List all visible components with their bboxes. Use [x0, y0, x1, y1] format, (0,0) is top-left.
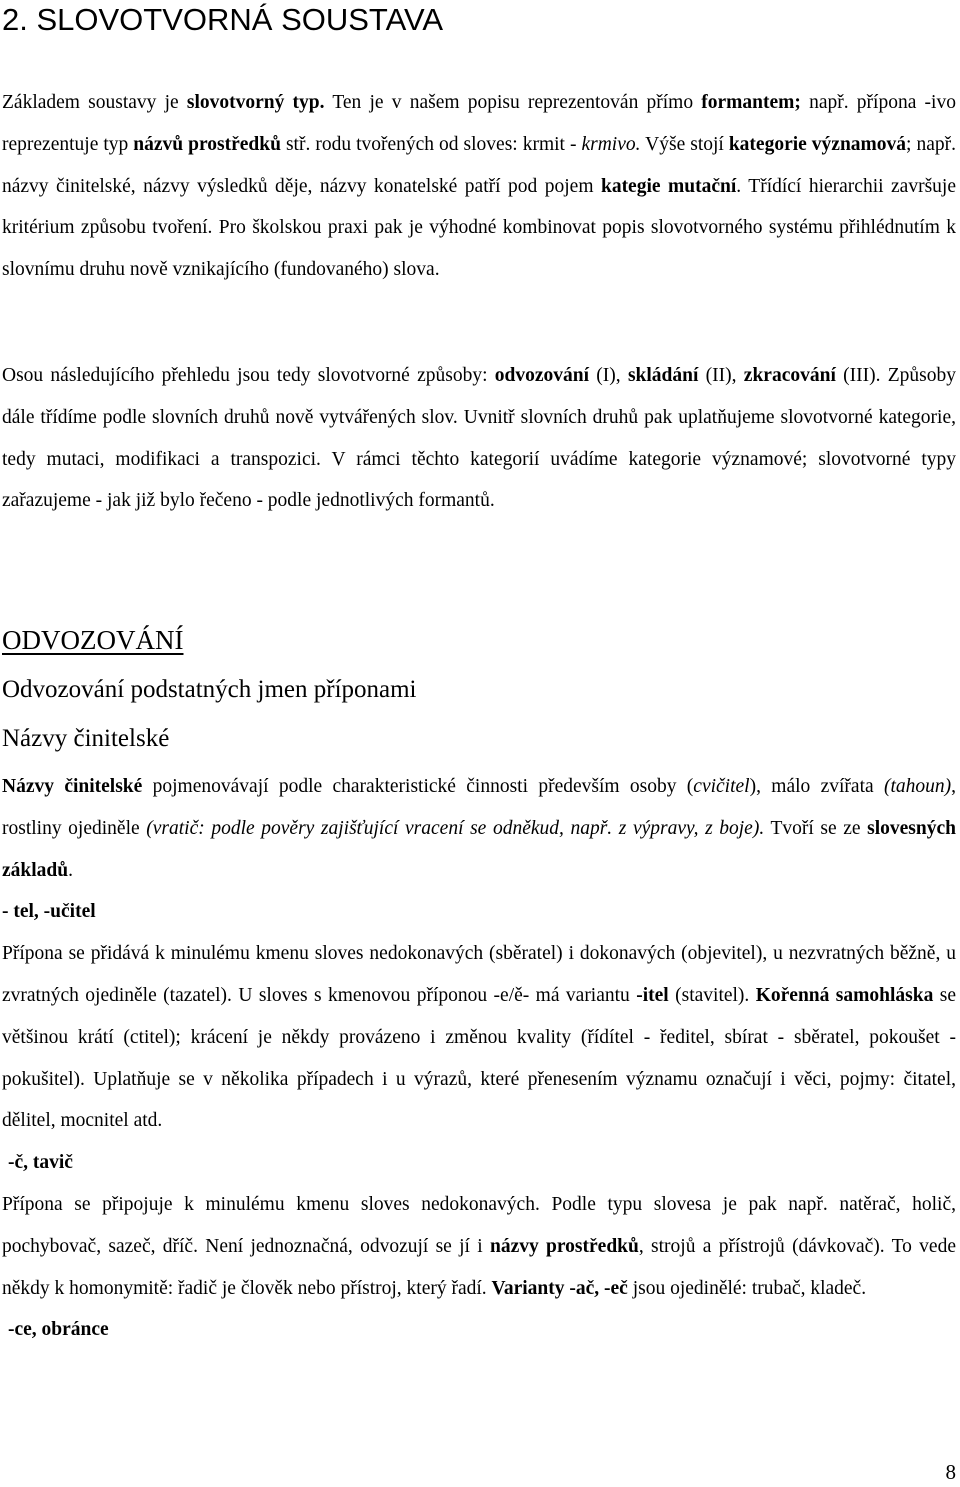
term-nazvy-prostredku: názvů prostředků	[133, 133, 281, 155]
cinitelske-text: Tvoří se ze	[764, 817, 868, 839]
intro-text: . Třídící hierarchii završuje kritérium způsobu tvoření. Pro školskou praxi pak je výhodné kombinovat popis slovotvorného systému přihlédnutím k slovnímu druhu nově vznikajícího (fundovaného) slova.	[2, 175, 956, 281]
cinitelske-section	[2, 766, 956, 1351]
term-skladani: skládání	[627, 365, 699, 386]
methods-text: (I),	[589, 365, 628, 386]
term-formant: formantem;	[701, 92, 801, 113]
tel-text: Přípona se přidává k minulému kmenu sloves nedokonavých (sběratel) i dokonavých (objevitel), u nezvratných běžně, u zvratných ojediněle (tazatel). U sloves s kmenovou příponou -e/ě- má variantu	[2, 943, 956, 1006]
term-slovotvorny-typ: slovotvorný typ.	[186, 92, 325, 113]
heading-tavic: -č, tavič	[8, 1152, 73, 1174]
term-zkracovani: zkracování	[743, 365, 836, 386]
cinitelske-text: , rostliny ojediněle	[2, 776, 957, 839]
methods-text: Osou následujícího přehledu jsou tedy slovotvorné způsoby:	[2, 365, 495, 386]
tavic-paragraph	[2, 1184, 956, 1309]
term-kategorie-vyznamova: kategorie významová	[728, 133, 907, 155]
term-odvozovani: odvozování	[494, 365, 590, 386]
heading-nazvy-cinitelske: Názvy činitelské	[2, 725, 170, 752]
intro-text: Základem soustavy je	[2, 92, 187, 113]
methods-paragraph	[2, 355, 956, 522]
cinitelske-text: ), málo zvířata	[749, 776, 884, 797]
methods-section	[2, 355, 956, 522]
heading-podstatna-jmena: Odvozování podstatných jmen příponami	[2, 676, 417, 703]
tel-text: se většinou krátí (ctitel); krácení je někdy provázeno i změnou kvality (řídítel - ředitel, sbírat - sběratel, pokoušet - pokušitel). Uplatňuje se v několika případech i u výrazů, které přenesením významu označují i věci, pojmy: čitatel, dělitel, mocnitel atd.	[2, 984, 957, 1132]
cinitelske-text: .	[68, 859, 73, 881]
intro-text: např. přípona -ivo reprezentuje typ	[2, 92, 956, 155]
heading-tel: - tel, -učitel	[2, 901, 96, 923]
tavic-text: Přípona se připojuje k minulému kmenu sloves nedokonavých. Podle typu slovesa je pak např. natěrač, holič, pochybovač, sazeč, dříč. Není jednoznačná, odvozují se jí i	[2, 1193, 956, 1257]
term-nazvy-prostredku: názvy prostředků	[489, 1235, 639, 1257]
example-cvicitel: cvičitel	[693, 776, 750, 797]
chapter-title: 2. SLOVOTVORNÁ SOUSTAVA	[2, 2, 443, 37]
term-kategie-mutacni: kategie mutační	[600, 175, 737, 197]
intro-section	[2, 82, 956, 291]
methods-text: (III). Způsoby dále třídíme podle slovních druhů nově vytvářených slov. Uvnitř slovních druhů pak uplatňujeme slovotvorné kategorie, tedy mutaci, modifikaci a transpozici. V rámci těchto kategorií uvádíme kategorie významové; slovotvorné typy zařazujeme - jak již bylo řečeno - podle jednotlivých formantů.	[2, 365, 956, 512]
example-vratic: (vratič: podle pověry zajišťující vracení se odněkud, např. z výpravy, z boje).	[146, 817, 765, 839]
cinitelske-text: pojmenovávají podle charakteristické činnosti především osoby (	[142, 776, 694, 797]
tel-paragraph	[2, 933, 956, 1142]
methods-text: (II),	[698, 365, 744, 386]
intro-text: Ten je v našem popisu reprezentován přímo	[324, 92, 702, 113]
term-korenna-samohlaska: Kořenná samohláska	[755, 984, 934, 1006]
tel-text: (stavitel).	[668, 984, 756, 1006]
page-number: 8	[945, 1460, 956, 1484]
cinitelske-paragraph	[2, 766, 956, 891]
tavic-text: jsou ojedinělé: trubač, kladeč.	[627, 1277, 867, 1299]
tavic-text: , strojů a přístrojů (dávkovač). To vede někdy k homonymitě: řadič je člověk nebo přístroj, který řadí.	[2, 1235, 956, 1299]
intro-text: stř. rodu tvořených od sloves: krmit -	[280, 133, 582, 155]
intro-text: ; např. názvy činitelské, názvy výsledků děje, názvy konatelské patří pod pojem	[2, 133, 956, 197]
example-tahoun: (tahoun)	[883, 776, 952, 797]
term-itel: -itel	[636, 984, 669, 1006]
intro-text: Výše stojí	[640, 133, 729, 155]
heading-odvozovani: ODVOZOVÁNÍ	[2, 625, 184, 655]
term-nazvy-cinitelske: Názvy činitelské	[2, 776, 143, 797]
term-slovesnych-zakladu: slovesných základů	[2, 817, 956, 881]
term-varianty: Varianty -ač, -eč	[491, 1277, 628, 1299]
intro-paragraph	[2, 82, 956, 291]
example-krmivo: krmivo.	[581, 133, 641, 155]
heading-obrance: -ce, obránce	[8, 1319, 109, 1341]
